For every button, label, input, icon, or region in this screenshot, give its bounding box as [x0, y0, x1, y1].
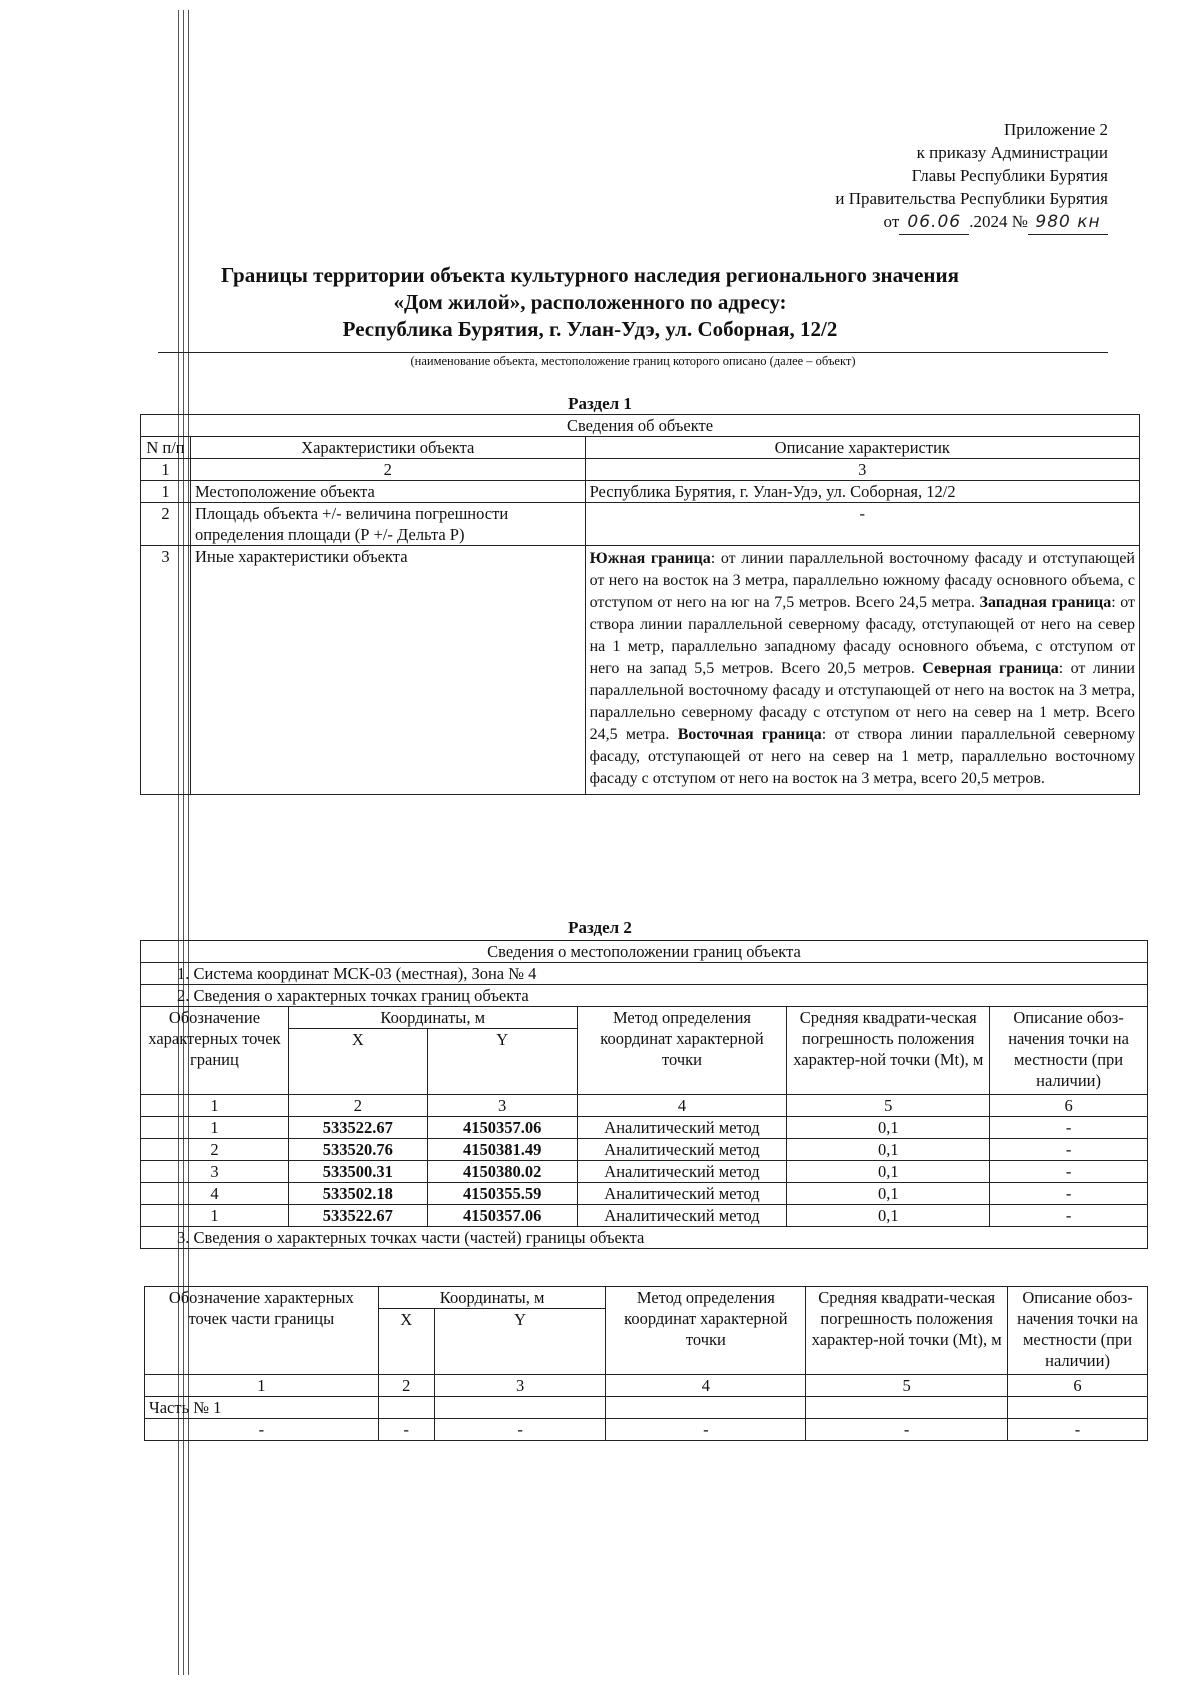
point-description: -: [990, 1139, 1148, 1161]
title-line: «Дом жилой», расположенного по адресу:: [393, 290, 787, 314]
point-error: 0,1: [787, 1205, 990, 1227]
west-boundary-label: Западная граница: [979, 594, 1112, 611]
point-method: Аналитический метод: [577, 1139, 787, 1161]
appendix-header: [835, 118, 1108, 235]
point-method: Аналитический метод: [577, 1117, 787, 1139]
numbering-cell: 1: [145, 1375, 379, 1397]
point-x: 533522.67: [288, 1205, 427, 1227]
point-y: 4150380.02: [427, 1161, 577, 1183]
description-header: Описание обоз-начения точки на местности (при наличии): [990, 1007, 1148, 1095]
part-designation-header: Обозначение характерных точек части границы: [145, 1287, 379, 1375]
date-prefix: от: [883, 212, 900, 231]
part-method-header: Метод определения координат характерной точки: [606, 1287, 806, 1375]
title-note: (наименование объекта, местоположение границ которого описано (далее – объект): [410, 354, 856, 368]
point-id: 2: [141, 1139, 289, 1161]
parts-table: [144, 1286, 1148, 1441]
row-description: Республика Бурятия, г. Улан-Удэ, ул. Соборная, 12/2: [585, 481, 1139, 503]
west-boundary-text: : от створа линии параллельной северному фасаду, отступающей от него на север на 1 метр, параллельно западному фасаду основного объема, с отступом от него на запад 5,5 метров. Всего 20,5 метров.: [589, 594, 1135, 677]
south-boundary-text: : от линии параллельной восточному фасаду и отступающей от него на восток на 3 метра, параллельно южному фасаду основного объема, с отступом от него на юг на 7,5 метров. Всего 24,5 метра.: [589, 550, 1135, 611]
point-error: 0,1: [787, 1183, 990, 1205]
coordinate-system: 1. Система координат МСК-03 (местная), Зона № 4: [141, 963, 1148, 985]
numbering-cell: 3: [434, 1375, 606, 1397]
section1-table-title: Сведения об объекте: [141, 415, 1140, 437]
title-line: Границы территории объекта культурного наследия регионального значения: [220, 263, 959, 287]
appendix-line: Приложение 2: [1004, 120, 1108, 139]
section2-label: Раздел 2: [568, 918, 632, 937]
table-row: [145, 1419, 1148, 1441]
numbering-cell: 1: [141, 459, 191, 481]
section2-table-title: Сведения о местоположении границ объекта: [141, 941, 1148, 963]
table-row: [141, 1205, 1148, 1227]
east-boundary-text: : от створа линии параллельной северному фасаду, отступающей от него на север на 1 метр, параллельно восточному фасаду с отступом от него на восток на 3 метра, всего 20,5 метров.: [589, 726, 1136, 787]
point-description: -: [990, 1161, 1148, 1183]
point-x: 533522.67: [288, 1117, 427, 1139]
point-x: 533500.31: [288, 1161, 427, 1183]
row-characteristic: Местоположение объекта: [190, 481, 585, 503]
error-header: Средняя квадрати-ческая погрешность положения характер-ной точки (Mt), м: [787, 1007, 990, 1095]
part-cell: -: [145, 1419, 379, 1441]
table-row: [141, 1139, 1148, 1161]
table-row: [141, 1183, 1148, 1205]
header-cell: Описание характеристик: [585, 437, 1139, 459]
y-header: Y: [427, 1029, 577, 1095]
method-header: Метод определения координат характерной точки: [577, 1007, 787, 1095]
parts-heading: 3. Сведения о характерных точках части (частей) границы объекта: [141, 1227, 1148, 1249]
numbering-cell: 4: [606, 1375, 806, 1397]
points-heading: 2. Сведения о характерных точках границ объекта: [141, 985, 1148, 1007]
point-id: 1: [141, 1205, 289, 1227]
part-coords-header: Координаты, м: [378, 1287, 606, 1309]
part-description-header: Описание обоз-начения точки на местности (при наличии): [1008, 1287, 1148, 1375]
numbering-cell: 5: [787, 1095, 990, 1117]
part-x-header: X: [378, 1309, 434, 1375]
row-characteristic: Иные характеристики объекта: [190, 546, 585, 795]
point-y: 4150381.49: [427, 1139, 577, 1161]
table-row: [141, 503, 1140, 546]
east-boundary-label: Восточная граница: [677, 726, 822, 743]
table-row: [141, 481, 1140, 503]
numbering-cell: 3: [427, 1095, 577, 1117]
document-title: [170, 262, 1010, 343]
appendix-line: и Правительства Республики Бурятия: [835, 189, 1108, 208]
part-cell: -: [806, 1419, 1008, 1441]
numbering-cell: 3: [585, 459, 1139, 481]
x-header: X: [288, 1029, 427, 1095]
point-error: 0,1: [787, 1117, 990, 1139]
header-cell: N п/п: [141, 437, 191, 459]
date-year: .2024 №: [969, 212, 1028, 231]
point-x: 533502.18: [288, 1183, 427, 1205]
point-y: 4150357.06: [427, 1205, 577, 1227]
row-number: 3: [141, 546, 191, 795]
appendix-line: к приказу Администрации: [916, 143, 1108, 162]
part-label: Часть № 1: [145, 1397, 379, 1419]
part-cell: -: [434, 1419, 606, 1441]
point-description: -: [990, 1183, 1148, 1205]
row-description: -: [585, 503, 1139, 546]
handwritten-number: 980 кн: [1028, 211, 1108, 235]
north-boundary-label: Северная граница: [922, 660, 1059, 677]
designation-header: Обозначение характерных точек границ: [141, 1007, 289, 1095]
point-id: 3: [141, 1161, 289, 1183]
table-row: [141, 546, 1140, 795]
handwritten-date: 06.06: [899, 211, 969, 235]
north-boundary-text: : от линии параллельной восточному фасаду и отступающей от него на восток на 3 метра, параллельно северному фасаду с отступом от него на север на 1 метр. Всего 24,5 метра.: [589, 660, 1135, 743]
south-boundary-label: Южная граница: [589, 550, 711, 567]
part-y-header: Y: [434, 1309, 606, 1375]
numbering-cell: 4: [577, 1095, 787, 1117]
part-cell: -: [378, 1419, 434, 1441]
point-x: 533520.76: [288, 1139, 427, 1161]
numbering-cell: 6: [990, 1095, 1148, 1117]
part-cell: -: [606, 1419, 806, 1441]
row-number: 2: [141, 503, 191, 546]
part-error-header: Средняя квадрати-ческая погрешность положения характер-ной точки (Mt), м: [806, 1287, 1008, 1375]
point-y: 4150355.59: [427, 1183, 577, 1205]
boundary-description: [585, 546, 1139, 795]
row-number: 1: [141, 481, 191, 503]
point-description: -: [990, 1117, 1148, 1139]
point-id: 4: [141, 1183, 289, 1205]
section1-table: [140, 414, 1140, 795]
numbering-cell: 2: [378, 1375, 434, 1397]
point-description: -: [990, 1205, 1148, 1227]
order-date-line: [835, 210, 1108, 235]
section1-label: Раздел 1: [568, 394, 632, 413]
title-line: Республика Бурятия, г. Улан-Удэ, ул. Соборная, 12/2: [342, 317, 838, 341]
point-error: 0,1: [787, 1139, 990, 1161]
point-method: Аналитический метод: [577, 1205, 787, 1227]
point-method: Аналитический метод: [577, 1161, 787, 1183]
numbering-cell: 6: [1008, 1375, 1148, 1397]
numbering-cell: 2: [190, 459, 585, 481]
point-y: 4150357.06: [427, 1117, 577, 1139]
point-error: 0,1: [787, 1161, 990, 1183]
table-row: [141, 1161, 1148, 1183]
table-row: [145, 1397, 1148, 1419]
section2-table: [140, 940, 1148, 1249]
coords-header: Координаты, м: [288, 1007, 577, 1029]
point-method: Аналитический метод: [577, 1183, 787, 1205]
appendix-line: Главы Республики Бурятия: [911, 166, 1108, 185]
numbering-cell: 5: [806, 1375, 1008, 1397]
row-characteristic: Площадь объекта +/- величина погрешности определения площади (Р +/- Дельта Р): [190, 503, 585, 546]
point-id: 1: [141, 1117, 289, 1139]
table-row: [141, 1117, 1148, 1139]
part-cell: -: [1008, 1419, 1148, 1441]
title-underline: [158, 352, 1108, 353]
header-cell: Характеристики объекта: [190, 437, 585, 459]
numbering-cell: 1: [141, 1095, 289, 1117]
numbering-cell: 2: [288, 1095, 427, 1117]
